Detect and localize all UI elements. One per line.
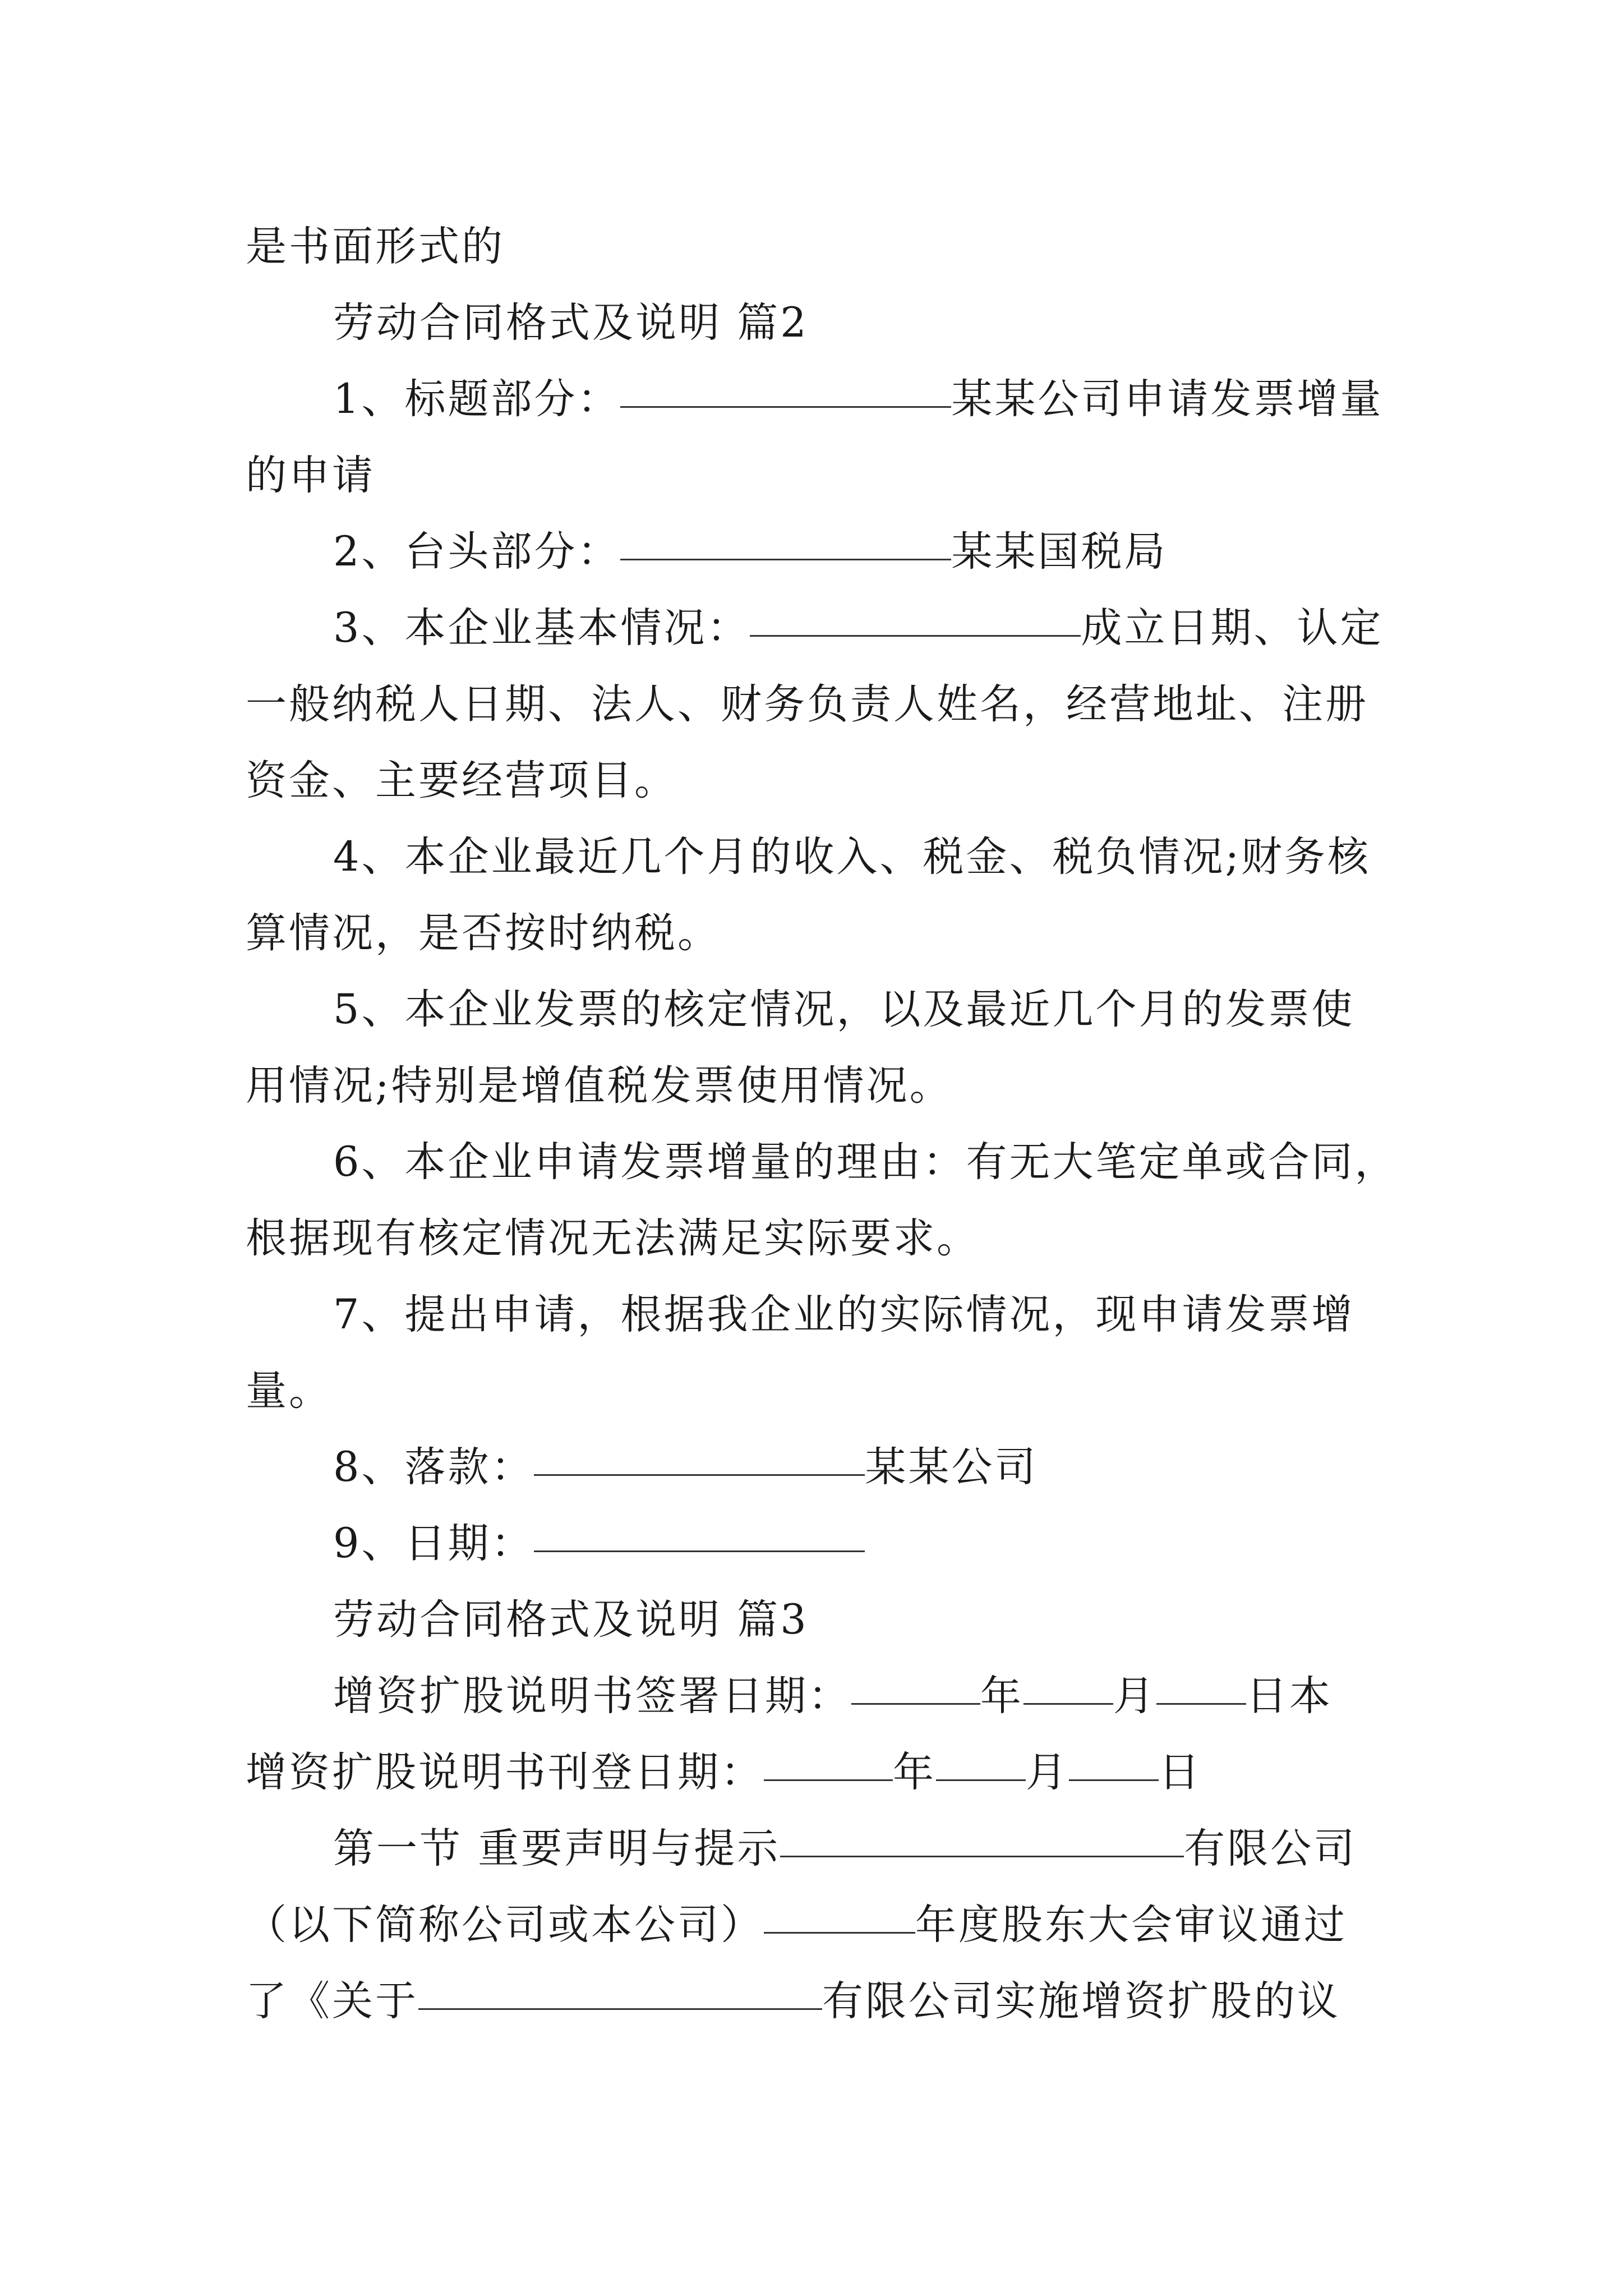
fill-blank	[534, 1474, 865, 1476]
text-line: 量。	[246, 1367, 332, 1415]
fill-blank	[534, 1550, 865, 1552]
fill-blank	[780, 1856, 1184, 1857]
fill-blank	[936, 1779, 1026, 1781]
list-item: 7、提出申请，根据我企业的实际情况，现申请发票增	[333, 1291, 1355, 1338]
list-item: 1、标题部分： 某某公司申请发票增量	[333, 375, 1384, 423]
text-line: （以下简称公司或本公司） 年度股东大会审议通过	[246, 1901, 1347, 1949]
text-line: 了《关于 有限公司实施增资扩股的议	[246, 1977, 1340, 2025]
fill-blank	[764, 1779, 893, 1781]
section-heading: 劳动合同格式及说明 篇3	[333, 1596, 809, 1644]
text-line: 增资扩股说明书刊登日期： 年 月 日	[246, 1749, 1202, 1796]
fill-blank	[851, 1703, 980, 1705]
fill-blank	[620, 559, 951, 560]
list-item: 4、本企业最近几个月的收入、税金、税负情况;财务核	[333, 833, 1371, 881]
text-line: 增资扩股说明书签署日期： 年 月 日本	[333, 1672, 1332, 1720]
list-item: 3、本企业基本情况： 成立日期、认定	[333, 604, 1384, 652]
list-item: 9、日期：	[246, 1506, 1390, 1582]
fill-blank	[418, 2008, 822, 2010]
fill-blank	[1156, 1703, 1246, 1705]
text-line: 用情况;特别是增值税发票使用情况。	[246, 1062, 953, 1110]
list-item: 6、本企业申请发票增量的理由：有无大笔定单或合同，	[333, 1138, 1398, 1186]
fill-blank	[1069, 1779, 1159, 1781]
document-body	[246, 209, 1398, 2040]
text-line: 第一节 重要声明与提示 有限公司	[333, 1825, 1357, 1872]
list-item: 5、本企业发票的核定情况，以及最近几个月的发票使	[333, 986, 1355, 1033]
section-heading: 劳动合同格式及说明 篇2	[333, 299, 809, 347]
text-line: 的申请	[246, 452, 375, 499]
list-item: 8、落款： 某某公司	[333, 1443, 1038, 1491]
fill-blank	[750, 635, 1081, 637]
fill-blank	[1023, 1703, 1113, 1705]
text-line: 是书面形式的	[246, 223, 505, 270]
text-line: 根据现有核定情况无法满足实际要求。	[246, 1214, 980, 1262]
fill-blank	[764, 1932, 915, 1934]
text-line: 资金、主要经营项目。	[246, 757, 677, 804]
text-line: 一般纳税人日期、法人、财务负责人姓名，经营地址、注册	[246, 680, 1368, 728]
list-item: 2、台头部分： 某某国税局	[333, 528, 1168, 576]
fill-blank	[620, 406, 951, 408]
text-line: 算情况，是否按时纳税。	[246, 909, 721, 957]
